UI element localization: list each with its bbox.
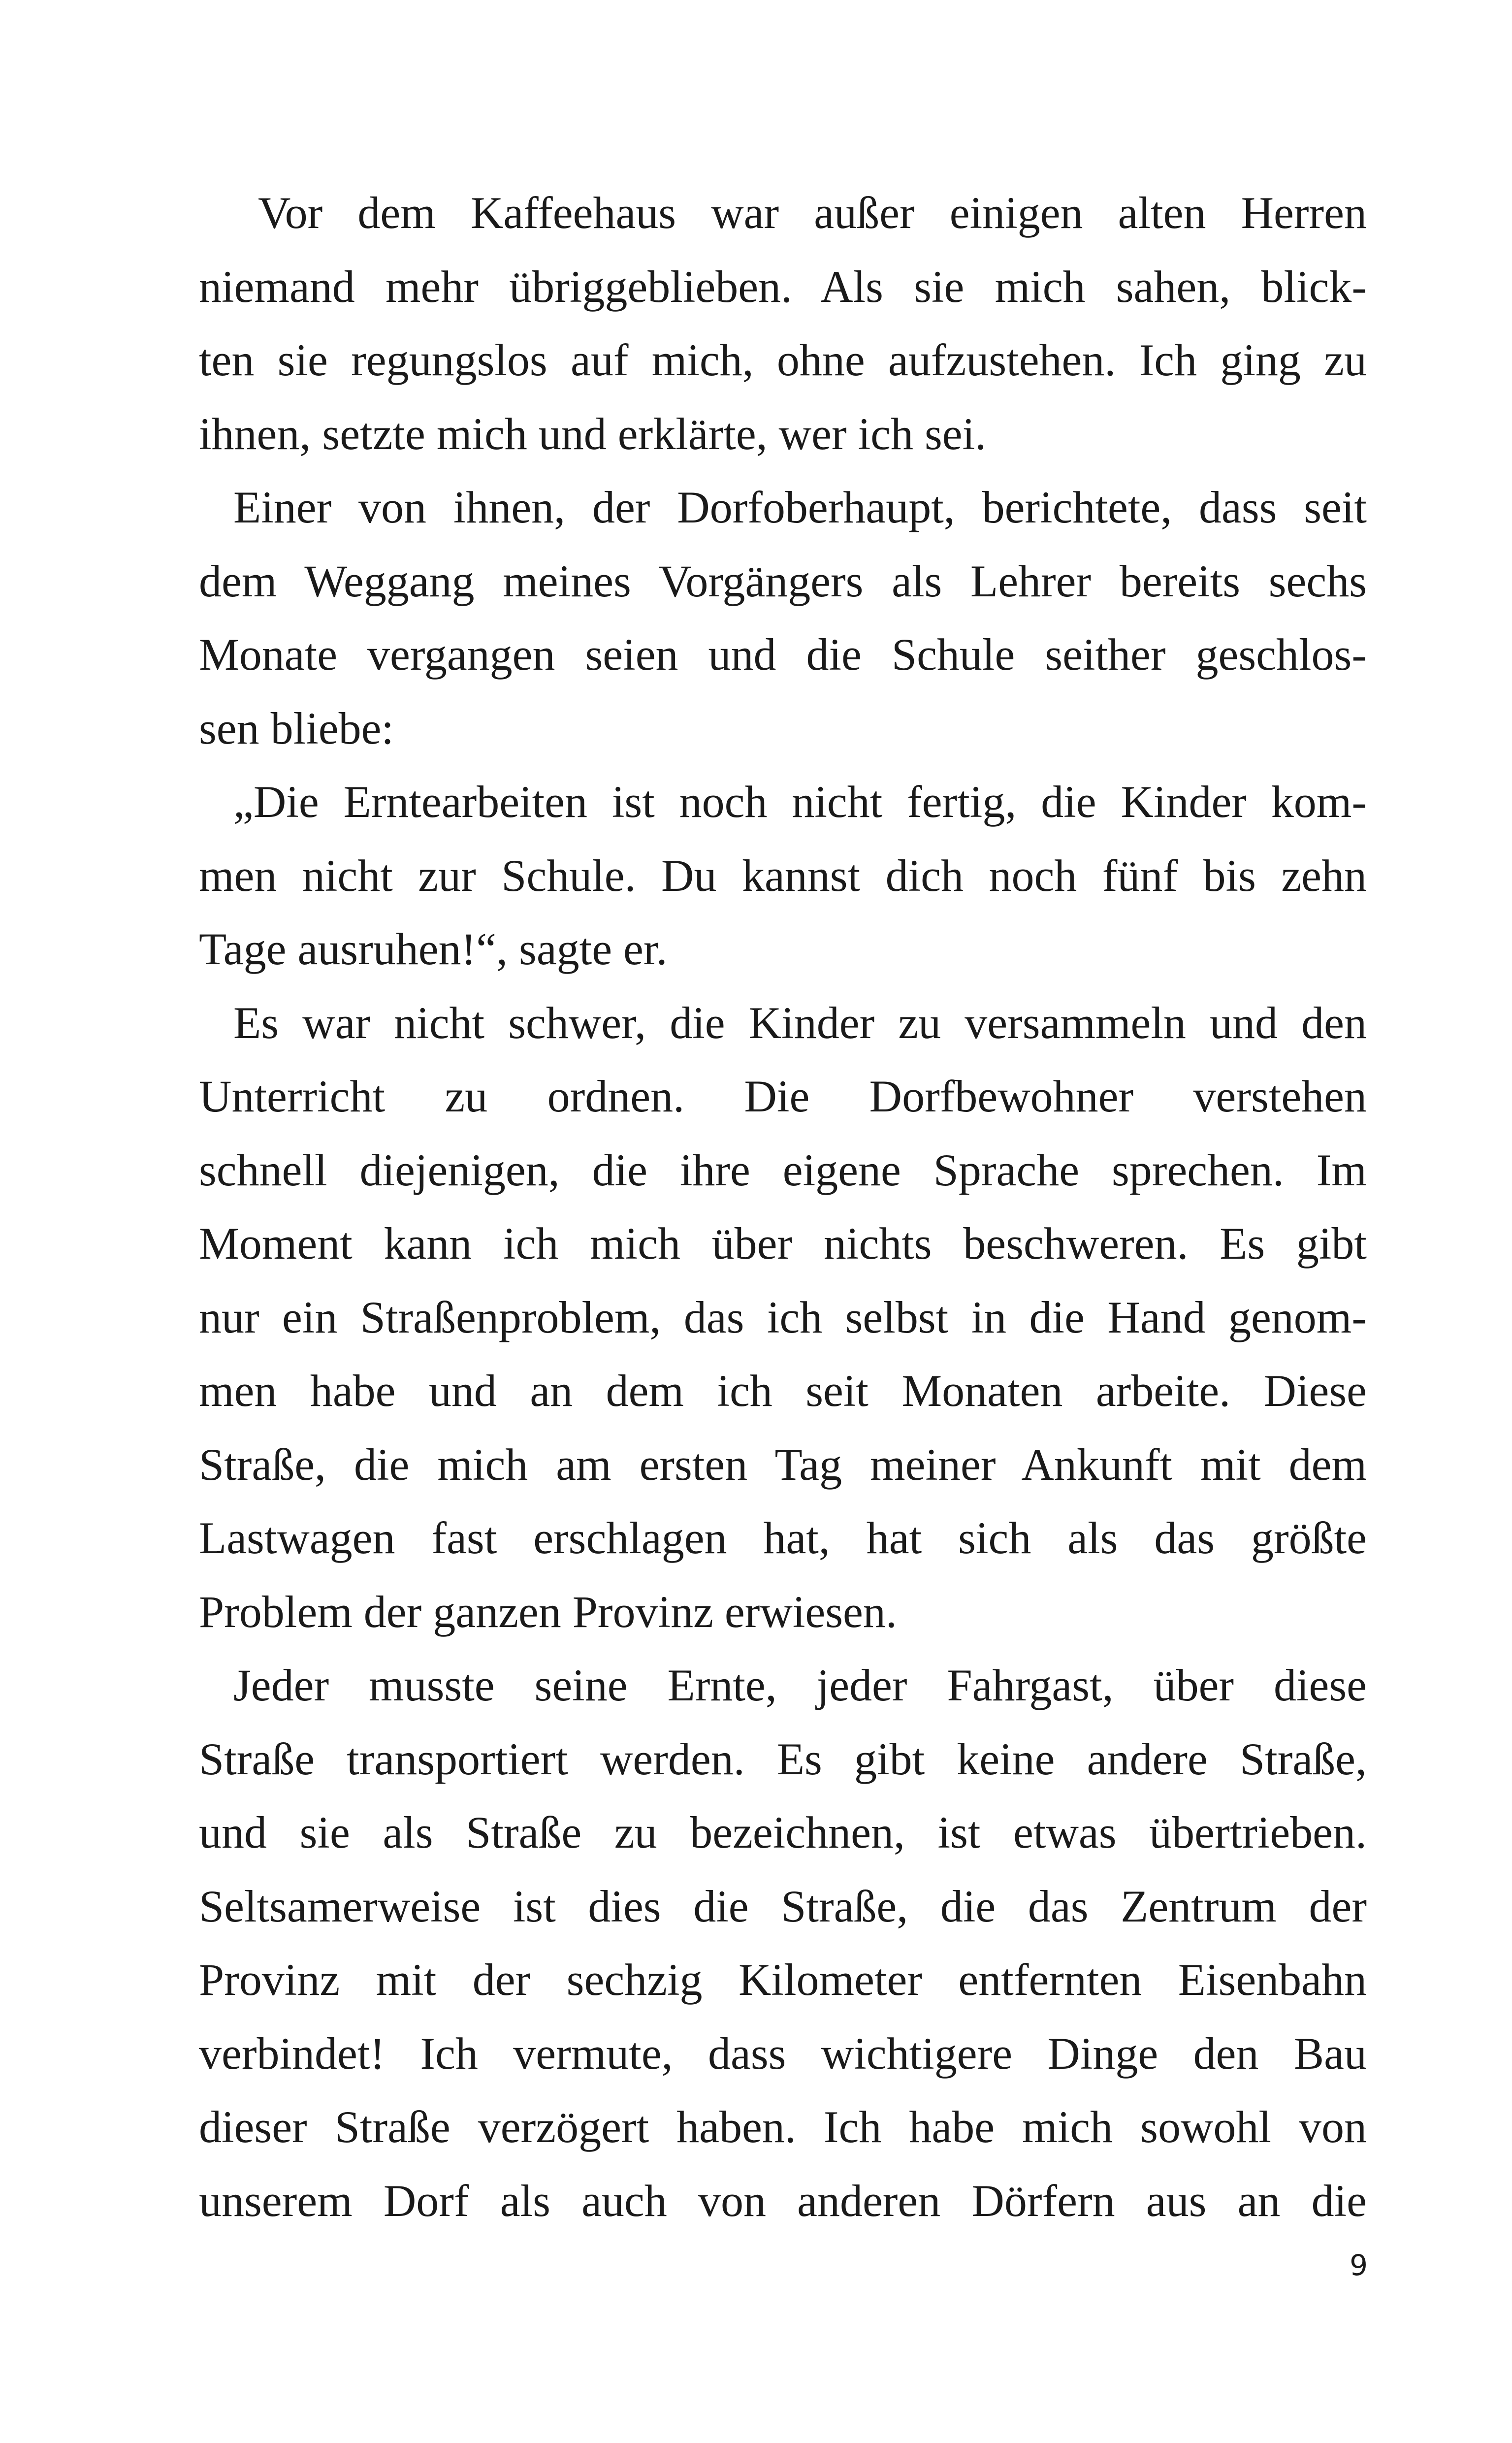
text-line: Jeder musste seine Ernte, jeder Fahrgast, über diese bbox=[233, 1660, 1367, 1710]
text-line: ihnen, setzte mich und erklärte, wer ich sei. bbox=[199, 408, 987, 459]
text-line: Tage ausruhen!“, sagte er. bbox=[199, 924, 668, 974]
text-line: Einer von ihnen, der Dorfoberhaupt, berichtete, dass seit bbox=[233, 482, 1367, 532]
text-line: unserem Dorf als auch von anderen Dörfern aus an die bbox=[199, 2175, 1367, 2226]
text-line: Vor dem Kaffeehaus war außer einigen alten Herren bbox=[258, 188, 1367, 238]
text-line: verbindet! Ich vermute, dass wichtigere Dinge den Bau bbox=[199, 2028, 1367, 2079]
text-line: Moment kann ich mich über nichts beschweren. Es gibt bbox=[199, 1218, 1367, 1269]
text-line: Straße, die mich am ersten Tag meiner Ankunft mit dem bbox=[199, 1439, 1367, 1490]
text-line: Monate vergangen seien und die Schule seither geschlos- bbox=[199, 629, 1367, 680]
text-line: dieser Straße verzögert haben. Ich habe mich sowohl von bbox=[199, 2102, 1367, 2152]
text-line: Es war nicht schwer, die Kinder zu versammeln und den bbox=[233, 997, 1367, 1048]
paragraph-1 bbox=[199, 176, 1367, 471]
text-line: men habe und an dem ich seit Monaten arbeite. Diese bbox=[199, 1366, 1367, 1416]
text-line: sen bliebe: bbox=[199, 703, 394, 753]
text-line: niemand mehr übriggeblieben. Als sie mich sahen, blick- bbox=[199, 261, 1367, 312]
page-number: 9 bbox=[1350, 2248, 1368, 2282]
text-line: Straße transportiert werden. Es gibt keine andere Straße, bbox=[199, 1733, 1367, 1784]
text-line: Provinz mit der sechzig Kilometer entfernten Eisenbahn bbox=[199, 1954, 1367, 2005]
text-line: Seltsamerweise ist dies die Straße, die das Zentrum der bbox=[199, 1881, 1367, 1931]
page-body bbox=[199, 176, 1367, 2238]
text-line: men nicht zur Schule. Du kannst dich noch fünf bis zehn bbox=[199, 850, 1367, 901]
text-line: „Die Erntearbeiten ist noch nicht fertig, die Kinder kom- bbox=[233, 777, 1367, 827]
text-line: Problem der ganzen Provinz erwiesen. bbox=[199, 1586, 897, 1637]
text-line: schnell diejenigen, die ihre eigene Sprache sprechen. Im bbox=[199, 1144, 1367, 1195]
paragraph-3 bbox=[199, 765, 1367, 986]
text-line: dem Weggang meines Vorgängers als Lehrer bereits sechs bbox=[199, 555, 1367, 606]
text-line: und sie als Straße zu bezeichnen, ist etwas übertrieben. bbox=[199, 1807, 1367, 1857]
text-line: nur ein Straßenproblem, das ich selbst in die Hand genom- bbox=[199, 1292, 1367, 1342]
text-line: ten sie regungslos auf mich, ohne aufzustehen. Ich ging zu bbox=[199, 335, 1367, 385]
text-line: Unterricht zu ordnen. Die Dorfbewohner verstehen bbox=[199, 1071, 1367, 1121]
paragraph-5 bbox=[199, 1649, 1367, 2238]
paragraph-4 bbox=[199, 986, 1367, 1649]
text-line: Lastwagen fast erschlagen hat, hat sich als das größte bbox=[199, 1513, 1367, 1563]
paragraph-2 bbox=[199, 471, 1367, 765]
